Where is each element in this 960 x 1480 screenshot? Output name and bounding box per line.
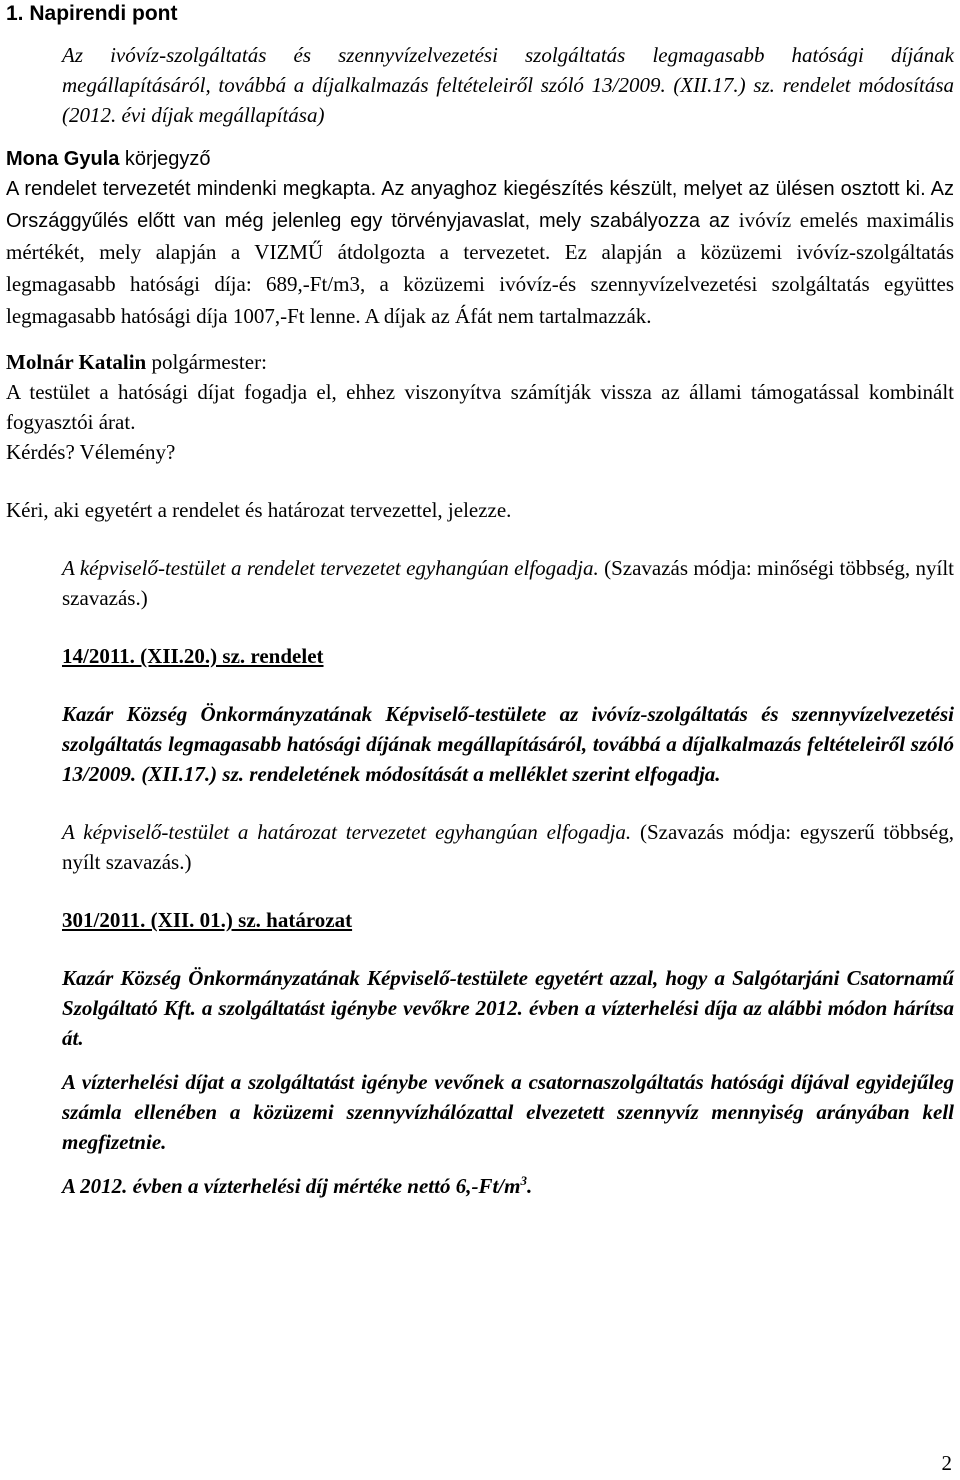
vote2-result: A képviselő-testület a határozat tervezetet egyhangúan elfogadja. bbox=[62, 820, 632, 844]
vote1-method: (Szavazás módja: minőségi többség, nyílt szavazás.) bbox=[62, 556, 954, 610]
speaker1-role: körjegyző bbox=[119, 148, 211, 170]
agenda-title: Az ivóvíz-szolgáltatás és szennyvízelvezetési szolgáltatás legmagasabb hatósági díjának megállapításáról, továbbá a díjalkalmazás feltételeiről szóló 13/2009. (XII.17.) sz. rendelet módosítása (2012. évi díjak megállapítása) bbox=[62, 43, 954, 127]
page-number: 2 bbox=[941, 1451, 952, 1475]
vote-request: Kéri, aki egyetért a rendelet és határozat tervezettel, jelezze. bbox=[6, 498, 512, 522]
resolution-text-1: Kazár Község Önkormányzatának Képviselő-testülete egyetért azzal, hogy a Salgótarjáni Csatornamű Szolgáltató Kft. a szolgáltatást igénybe vevőkre 2012. évben a vízterhelési díja az alábbi módon hárítsa át. bbox=[62, 966, 954, 1050]
speaker2-role: polgármester: bbox=[146, 350, 267, 374]
question-line: Kérdés? Vélemény? bbox=[6, 440, 176, 464]
speaker1-text-a: A rendelet tervezetét mindenki megkapta. Az anyaghoz kiegészítés készült, melyet az ülésen osztott ki. Az Országgyűlés előtt van még jelenleg egy törvényjavaslat, mely szabályozza az bbox=[6, 178, 954, 232]
resolution-text-3-main: A 2012. évben a vízterhelési díj mértéke nettó 6,-Ft/m bbox=[62, 1174, 521, 1198]
resolution-text-3-sup: 3 bbox=[520, 1173, 527, 1188]
vote1-result: A képviselő-testület a rendelet tervezetet egyhangúan elfogadja. bbox=[62, 556, 599, 580]
speaker1-name: Mona Gyula bbox=[6, 148, 120, 170]
decree-text: Kazár Község Önkormányzatának Képviselő-testülete az ivóvíz-szolgáltatás és szennyvízelvezetési szolgáltatás legmagasabb hatósági díjának megállapításáról, továbbá a díjalkalmazás feltételeiről szóló 13/2009. (XII.17.) sz. rendeletének módosítását a melléklet szerint elfogadja. bbox=[62, 702, 954, 786]
resolution-text-3 bbox=[6, 1171, 954, 1201]
speaker2-text: A testület a hatósági díjat fogadja el, ehhez viszonyítva számítják vissza az állami támogatással kombinált fogyasztói árat. bbox=[6, 380, 954, 434]
resolution-text-3-end: . bbox=[526, 1174, 533, 1198]
resolution-text-2: A vízterhelési díjat a szolgáltatást igénybe vevőnek a csatornaszolgáltatás hatósági díjával egyidejűleg számla ellenében a közüzemi szennyvízhálózattal elvezetett szennyvíz mennyiség arányában kell megfizetnie. bbox=[62, 1070, 954, 1154]
speaker1-block bbox=[6, 144, 954, 333]
agenda-heading: 1. Napirendi pont bbox=[6, 2, 178, 25]
speaker2-name: Molnár Katalin bbox=[6, 350, 147, 374]
resolution-number: 301/2011. (XII. 01.) sz. határozat bbox=[62, 908, 353, 932]
document-page bbox=[6, 0, 954, 1201]
speaker1-text-b: ivóvíz emelés maximális mértékét, mely alapján a VIZMŰ átdolgozta a tervezetet. Ez alapján a közüzemi ivóvíz-szolgáltatás legmagasabb hatósági díja: 689,-Ft/m3, a közüzemi ivóvíz-és szennyvízelvezetési szolgáltatás együttes legmagasabb hatósági díja 1007,-Ft lenne. A díjak az Áfát nem tartalmazzák. bbox=[6, 208, 955, 328]
speaker2-block bbox=[6, 347, 954, 467]
decree-number: 14/2011. (XII.20.) sz. rendelet bbox=[62, 644, 324, 668]
vote2-method: (Szavazás módja: egyszerű többség, nyílt szavazás.) bbox=[62, 820, 954, 874]
vote2 bbox=[6, 817, 954, 877]
vote1 bbox=[6, 553, 954, 613]
